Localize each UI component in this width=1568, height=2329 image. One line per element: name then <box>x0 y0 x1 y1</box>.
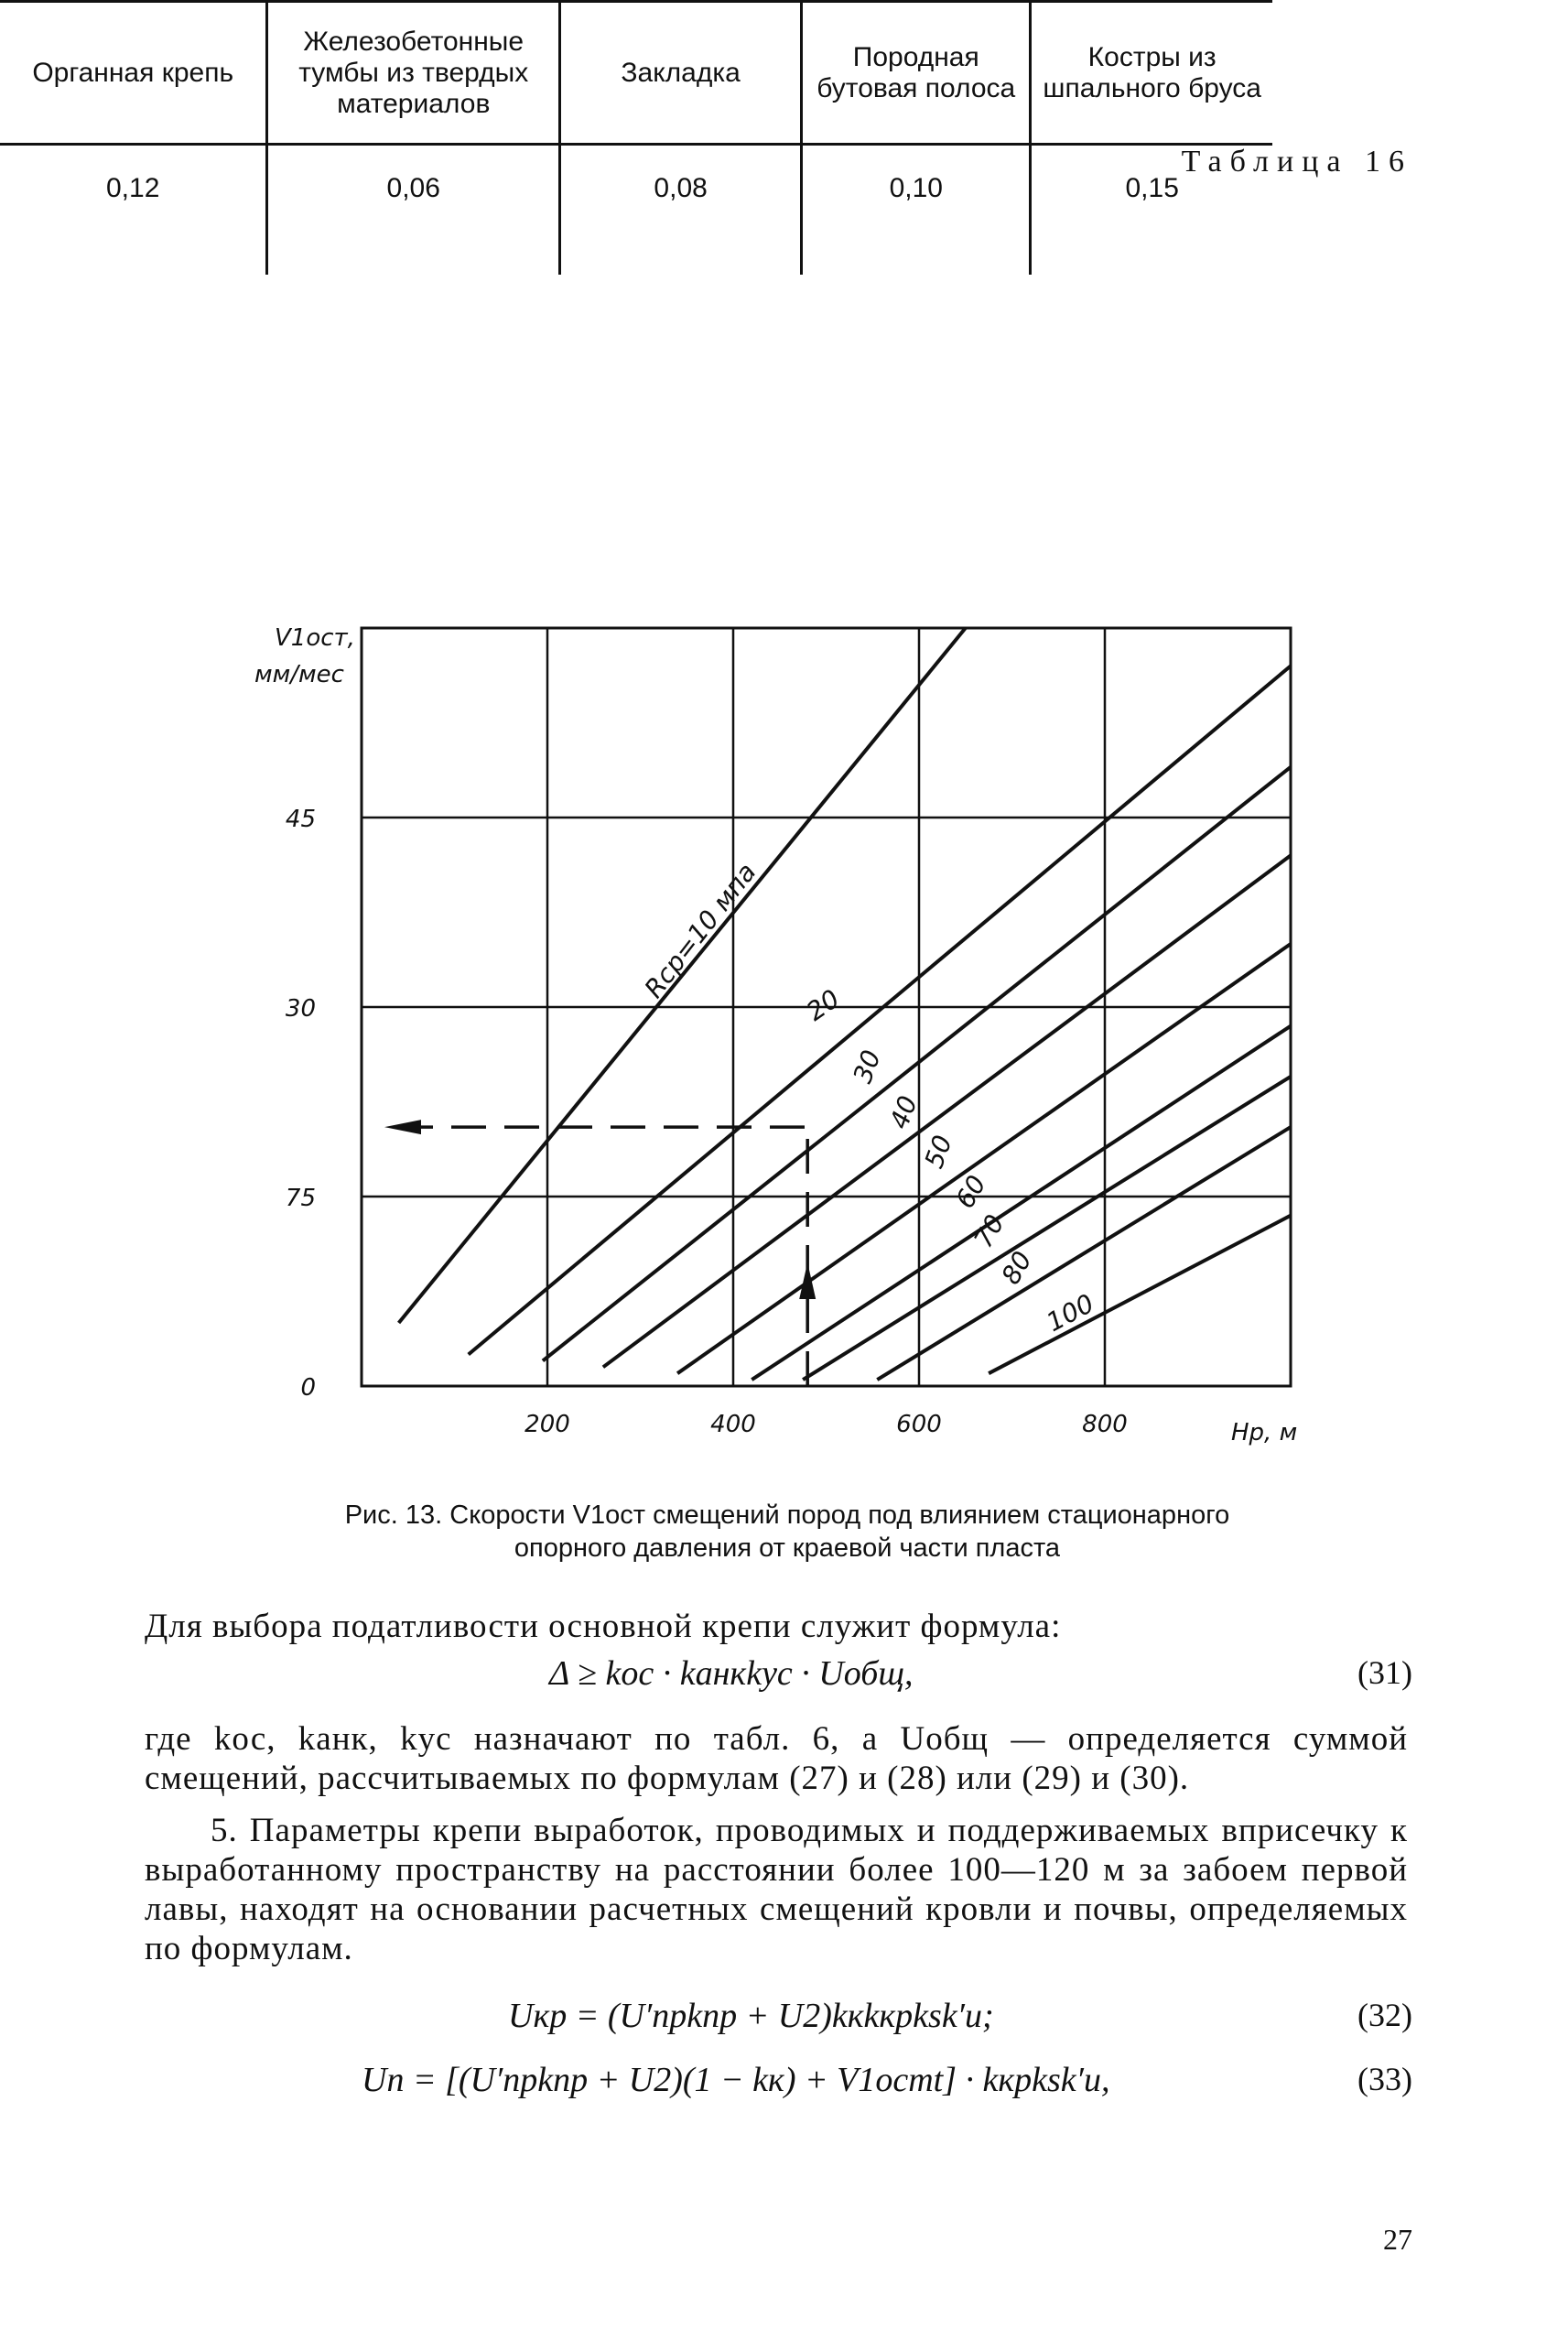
example-left-arrow <box>384 1120 421 1134</box>
table-header-cell: Породная бутовая полоса <box>802 2 1031 145</box>
series-line-100 <box>989 1216 1291 1374</box>
series-label-70: 70 <box>968 1209 1011 1253</box>
y-tick-label: 75 <box>285 1185 316 1212</box>
example-up-arrow <box>799 1262 816 1299</box>
series-label-10: Rcp=10 мпа <box>638 857 762 1004</box>
table-cell: 0,06 <box>267 145 560 276</box>
figure-caption-line: Рис. 13. Скорости V1ост смещений пород под влиянием стационарного <box>344 1500 1230 1530</box>
series-label-20: 20 <box>801 983 846 1027</box>
table-header-cell: Органная крепь <box>0 2 267 145</box>
table-cell: 0,15 <box>1031 145 1272 276</box>
x-tick-label: 600 <box>896 1411 942 1438</box>
y-tick-label: 0 <box>300 1374 316 1402</box>
table-header-cell: Железобетонные тумбы из твердых материалов <box>267 2 560 145</box>
figure-caption-line: опорного давления от краевой части пласта <box>514 1533 1061 1563</box>
figure-caption <box>229 1499 1346 1565</box>
formula-33: Uп = [(U′прkпр + U2)(1 − kк) + V1остt] · kкрksk′u, <box>362 2061 1110 2099</box>
series-label-100: 100 <box>1041 1287 1099 1338</box>
table-cell: 0,10 <box>802 145 1031 276</box>
formula-32: Uкр = (U′прkпр + U2)kкkкрksk′u; <box>508 1997 994 2035</box>
paragraph: где kос, kанк, kус назначают по табл. 6, а Uобщ — определяется суммой смещений, рассчитываемых по формулам (27) и (28) или (29) и (30). <box>145 1720 1408 1797</box>
series-label-30: 30 <box>847 1045 887 1088</box>
x-tick-label: 400 <box>710 1411 756 1438</box>
table-cell: 0,12 <box>106 173 160 203</box>
series-label-40: 40 <box>883 1091 924 1133</box>
x-tick-label: 800 <box>1082 1411 1128 1438</box>
y-tick-label: 45 <box>285 806 316 833</box>
series-label-60: 60 <box>949 1170 992 1214</box>
paragraph: 5. Параметры крепи выработок, проводимых и поддерживаемых вприсечку к выработанному пространству на расстоянии более 100—120 м за забоем первой лавы, находят на основании расчетных смещений кровли и почвы, определяемых по формулам. <box>145 1812 1408 1967</box>
series-label-50: 50 <box>918 1131 958 1173</box>
paragraph: Для выбора податливости основной крепи служит формула: <box>145 1608 1062 1645</box>
series-label-80: 80 <box>995 1246 1038 1290</box>
y-unit-label: мм/мес <box>254 661 344 688</box>
page-number: 27 <box>1383 2223 1412 2256</box>
equation-number: (31) <box>1357 1654 1412 1691</box>
equation-number: (33) <box>1357 2061 1412 2097</box>
formula-31: Δ ≥ kос · kанкkус · Uобщ, <box>549 1654 914 1693</box>
series-line-60 <box>752 1026 1291 1380</box>
table-caption: Таблица 16 <box>1181 145 1412 179</box>
y-tick-label: 30 <box>285 995 316 1023</box>
series-line-20 <box>469 666 1291 1354</box>
table-cell: 0,08 <box>560 145 802 276</box>
x-tick-label: 200 <box>524 1411 570 1438</box>
series-line-70 <box>803 1077 1291 1380</box>
equation-number: (32) <box>1357 1997 1412 2033</box>
y-unit-label: V1ост, <box>275 624 355 652</box>
x-unit-label: Hр, м <box>1231 1419 1298 1446</box>
table-header-cell: Закладка <box>560 2 802 145</box>
table-header-cell: Костры из шпального бруса <box>1031 2 1272 145</box>
